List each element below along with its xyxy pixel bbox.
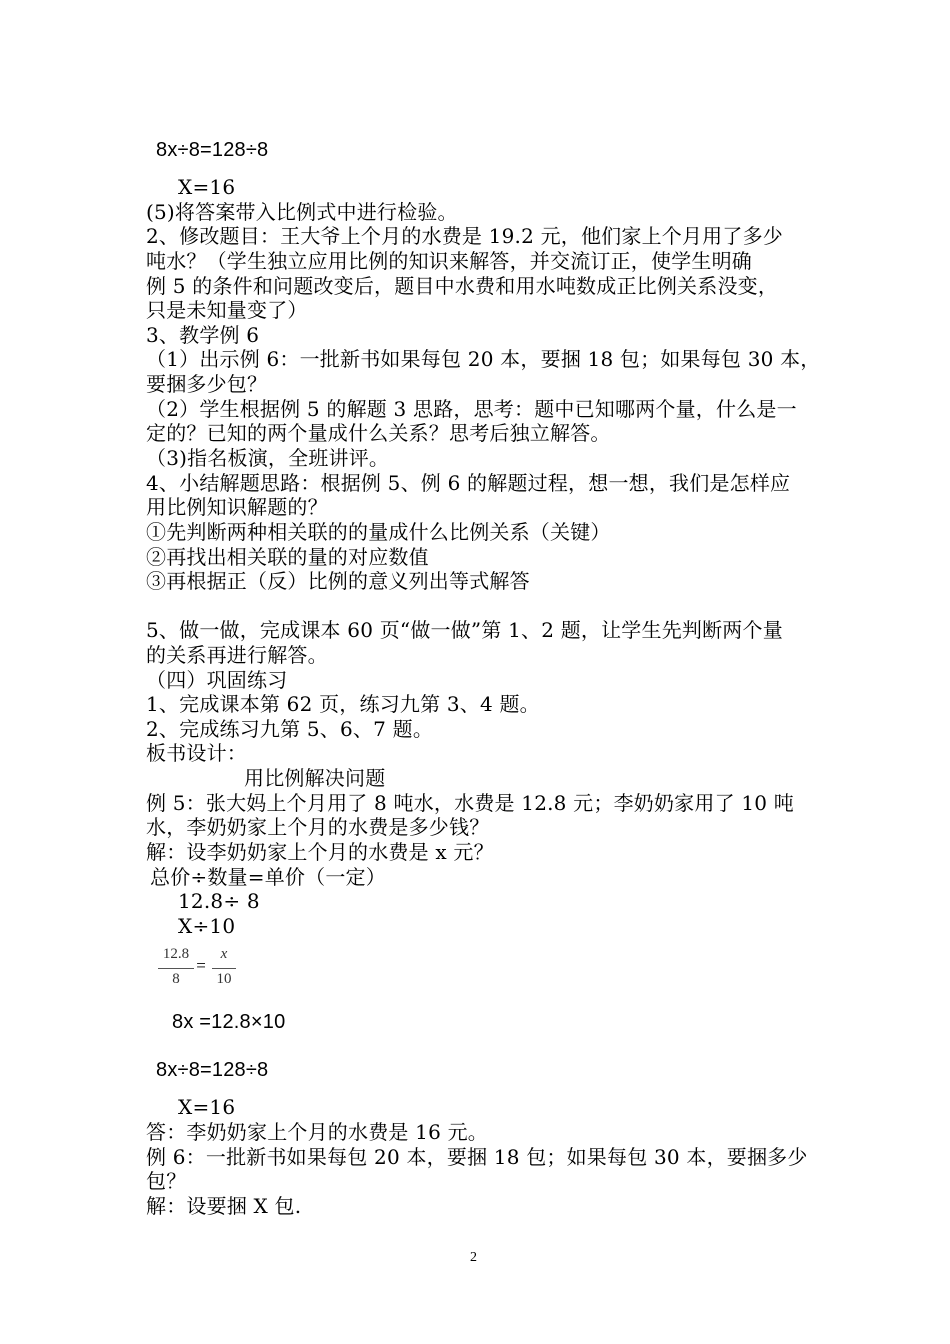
- fraction-denominator: 10: [216, 971, 232, 987]
- text-line: 例 5 的条件和问题改变后，题目中水费和用水吨数成正比例关系没变，: [146, 274, 779, 298]
- equation-line: X=16: [178, 175, 236, 199]
- text-line: 4、小结解题思路：根据例 5、例 6 的解题过程，想一想，我们是怎样应: [146, 471, 791, 495]
- text-line: 解：设要捆 X 包.: [146, 1194, 302, 1218]
- text-line: 总价÷数量=单价（一定）: [150, 865, 386, 889]
- equation-line: 12.8÷ 8: [178, 889, 260, 913]
- equation-line: 8x =12.8×10: [172, 1011, 286, 1033]
- equation-line: X÷10: [178, 914, 236, 938]
- text-line: 5、做一做，完成课本 60 页“做一做”第 1、2 题，让学生先判断两个量: [146, 618, 783, 642]
- fraction-numerator: 12.8: [162, 946, 190, 962]
- text-line: 答：李奶奶家上个月的水费是 16 元。: [146, 1120, 488, 1144]
- list-item: ①先判断两种相关联的的量成什么比例关系（关键）: [146, 520, 611, 544]
- text-line: 解：设李奶奶家上个月的水费是 x 元？: [146, 840, 494, 864]
- text-line: 2、完成练习九第 5、6、7 题。: [146, 717, 434, 741]
- text-line: 水，李奶奶家上个月的水费是多少钱？: [146, 815, 490, 839]
- text-line: 板书设计：: [146, 741, 247, 765]
- equation-line: 8x÷8=128÷8: [156, 139, 269, 161]
- equation-line: 8x÷8=128÷8: [156, 1059, 269, 1081]
- text-line: (5)将答案带入比例式中进行检验。: [146, 200, 458, 224]
- text-line: 定的？已知的两个量成什么关系？思考后独立解答。: [146, 421, 611, 445]
- fraction-bar: [212, 968, 236, 969]
- fraction-bar: [158, 968, 194, 969]
- list-item: ②再找出相关联的量的对应数值: [146, 545, 429, 569]
- section-heading: 3、教学例 6: [146, 323, 260, 347]
- section-heading: （四）巩固练习: [146, 668, 288, 692]
- text-line: 吨水？（学生独立应用比例的知识来解答，并交流订正，使学生明确: [146, 249, 752, 273]
- list-item: ③再根据正（反）比例的意义列出等式解答: [146, 569, 530, 593]
- text-line: 包？: [146, 1169, 187, 1193]
- text-line: 用比例知识解题的？: [146, 495, 328, 519]
- fraction-denominator: 8: [172, 971, 180, 987]
- proportion-fraction: [150, 946, 240, 994]
- text-line: （2）学生根据例 5 的解题 3 思路，思考：题中已知哪两个量，什么是一: [146, 397, 797, 421]
- text-line: 例 5：张大妈上个月用了 8 吨水，水费是 12.8 元；李奶奶家用了 10 吨: [146, 791, 794, 815]
- text-line: 要捆多少包？: [146, 372, 268, 396]
- text-line: （1）出示例 6：一批新书如果每包 20 本，要捆 18 包；如果每包 30 本，: [146, 347, 821, 371]
- text-line: 例 6：一批新书如果每包 20 本，要捆 18 包；如果每包 30 本，要捆多少: [146, 1145, 808, 1169]
- fraction-equals: =: [196, 956, 206, 975]
- text-line: （3)指名板演，全班讲评。: [146, 446, 390, 470]
- page-number: 2: [470, 1250, 477, 1265]
- text-line: 2、修改题目：王大爷上个月的水费是 19.2 元，他们家上个月用了多少: [146, 224, 783, 248]
- text-line: 只是未知量变了）: [146, 298, 308, 322]
- equation-line: X=16: [178, 1095, 236, 1119]
- text-line: 1、完成课本第 62 页，练习九第 3、4 题。: [146, 692, 540, 716]
- board-title: 用比例解决问题: [244, 766, 386, 790]
- fraction-numerator: x: [220, 946, 228, 962]
- text-line: 的关系再进行解答。: [146, 643, 328, 667]
